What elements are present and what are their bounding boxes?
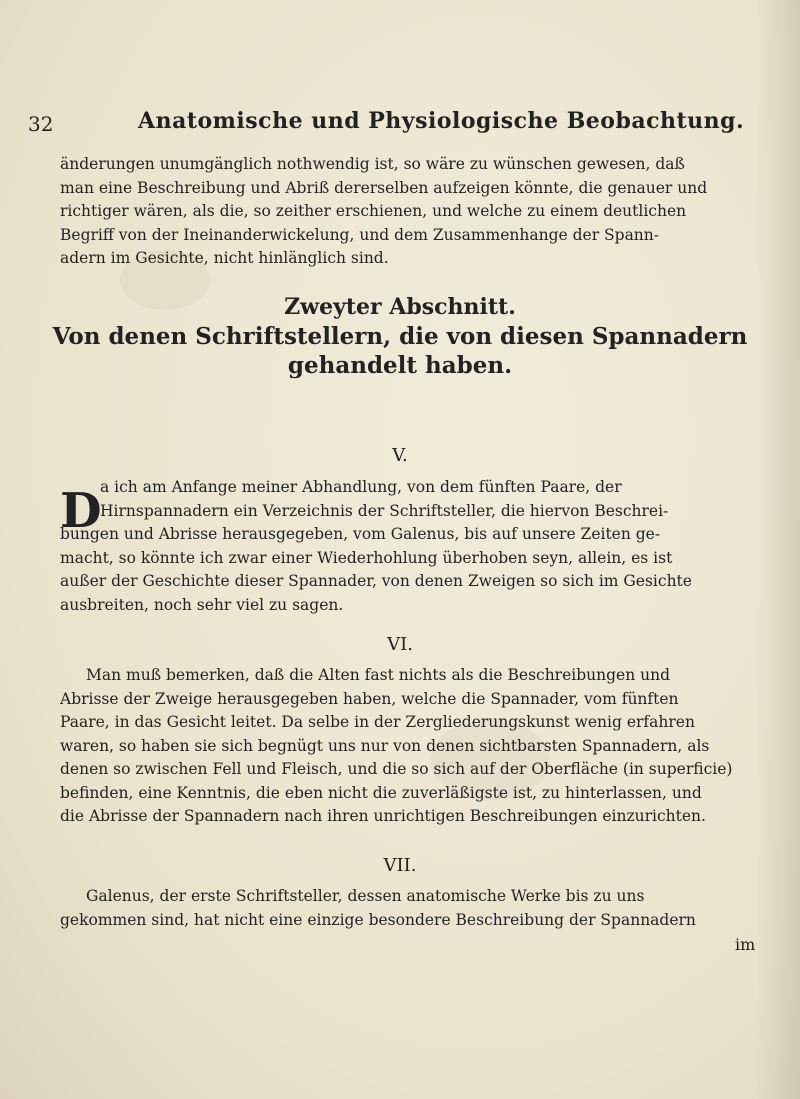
text-line: richtiger wären, als die, so zeither erschienen, und welche zu einem deutlichen [60,202,687,220]
intro-paragraph [60,153,775,271]
drop-cap: D [60,483,102,539]
section-subtitle-line-1: Von denen Schriftstellern, die von diesen Spannadern [52,323,748,350]
text-line: gekommen sind, hat nicht eine einzige besondere Beschreibung der Spannadern [60,910,696,929]
text-line: adern im Gesichte, nicht hinlänglich sind. [60,249,389,267]
running-title: Anatomische und Physiologische Beobachtung. [138,108,745,134]
text-line: Begriff von der Ineinanderwickelung, und dem Zusammenhange der Spann- [60,225,660,244]
text-line: Abrisse der Zweige herausgegeben haben, welche die Spannader, vom fünften [60,689,679,708]
text-line: bungen und Abrisse herausgegeben, vom Galenus, bis auf unsere Zeiten ge- [60,525,661,543]
text-line: ausbreiten, noch sehr viel zu sagen. [60,595,344,614]
text-line: Paare, in das Gesicht leitet. Da selbe in der Zergliederungskunst wenig erfahren [60,713,695,731]
catchword: im [735,935,756,954]
text-line: befinden, eine Kenntnis, die eben nicht die zuverläßigste ist, zu hinterlassen, und [60,783,702,802]
text-line: die Abrisse der Spannadern nach ihren unrichtigen Beschreibungen einzurichten. [60,807,706,825]
section-title: Zweyter Abschnitt. [284,294,516,320]
text-line: außer der Geschichte dieser Spannader, von denen Zweigen so sich im Gesichte [60,572,692,590]
text-line: Man muß bemerken, daß die Alten fast nichts als die Beschreibungen und [86,666,671,684]
text-line: änderungen unumgänglich nothwendig ist, so wäre zu wünschen gewesen, daß [60,155,685,173]
paragraph-v [60,476,775,617]
paragraph-vi [60,664,775,829]
paragraph-number-vii: VII. [383,855,417,876]
text-line: a ich am Anfange meiner Abhandlung, von dem fünften Paare, der [100,478,622,496]
paragraph-number-v: V. [392,445,408,466]
section-subtitle-line-2: gehandelt haben. [287,352,513,379]
text-line: denen so zwischen Fell und Fleisch, und die so sich auf der Oberfläche (in superficie) [60,760,733,778]
text-line: Galenus, der erste Schriftsteller, dessen anatomische Werke bis zu uns [86,887,645,905]
paragraph-vii [60,885,775,932]
page-number: 32 [28,112,54,136]
text-line: macht, so könnte ich zwar einer Wiederhohlung überhoben seyn, allein, es ist [60,548,673,567]
text-line: man eine Beschreibung und Abriß dererselben aufzeigen könnte, die genauer und [60,178,708,197]
page-header [28,108,768,138]
text-line: waren, so haben sie sich begnügt uns nur von denen sichtbarsten Spannadern, als [60,736,710,755]
text-line: Hirnspannadern ein Verzeichnis der Schriftsteller, die hiervon Beschrei- [100,501,669,520]
paragraph-number-vi: VI. [387,634,413,655]
